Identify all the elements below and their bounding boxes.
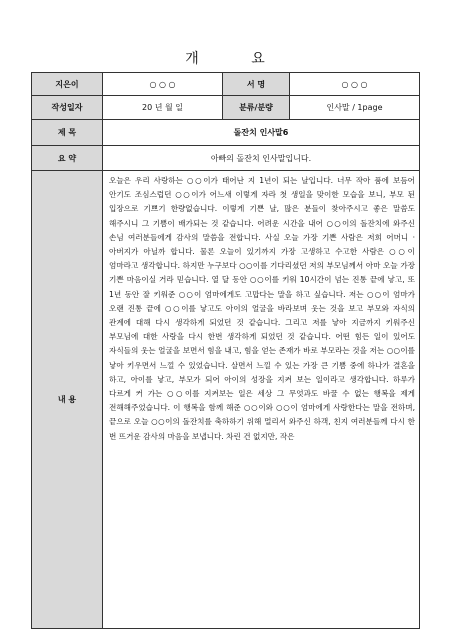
content-text: 오늘은 우리 사랑하는 ○○이가 태어난 지 1년이 되는 날입니다. 너무 작아 품에 보듬어 안기도 조심스럽던 ○○이가 어느새 이렇게 자라 첫 생일을 맞이한 모습을 보니, 부모 된 입장으로 기쁘기 한량없습니다. 이렇게 기쁜 날, 많은 분들이 찾아주시고 좋은 말씀도 해주시니 그 기쁨이 배가되는 것 같습니다. 어려운 시간을 내어 ○○이의 돌잔치에 와주신 손님 여러분들에게 감사의 말씀을 전합니다. 사실 오늘 가장 기쁜 사람은 저희 어머니 · 아버지가 아닐까 합니다. 물론 오늘이 있기까지 가장 고생하고 수고한 사람은 ○○이 엄마라고 생각합니다. 하지만 누구보다 ○○이를 기다리셨던 저의 부모님께서 아마 오늘 가장 기쁜 마음이실 거라 믿습니다. 열 달 동안 ○○이를 키워 10시간이 넘는 진통 끝에 낳고, 또 1년 동안 잘 키워준 ○○이 엄마에게도 고맙다는 말을 하고 싶습니다. 저는 ○○이 엄마가 오랜 진통 끝에 ○○이를 낳고도 아이의 얼굴을 바라보며 웃는 것을 보고 부모와 자식의 관계에 대해 다시 생각하게 되었던 것 같습니다. 그리고 저를 낳아 지금까지 키워주신 부모님에 대한 사랑을 다시 한번 생각하게 되었던 것 같습니다. 어떤 힘든 일이 있어도 자식들의 웃는 얼굴을 보면서 힘을 내고, 힘을 얻는 존재가 바로 부모라는 것을 저는 ○○이를 낳아 키우면서 느낄 수 있었습니다. 살면서 느낄 수 있는 가장 큰 기쁨 중에 하나가 결혼을 하고, 아이를 낳고, 부모가 되어 아이의 성장을 지켜 보는 일이라고 생각합니다. 하루가 다르게 커 가는 ○○이를 지켜보는 일은 세상 그 무엇과도 바꿀 수 없는 행복을 제게 전해해주었습니다. 이 행복을 함께 해준 ○○이와 ○○이 엄마에게 사랑한다는 말을 전하며, 끝으로 오늘 ○○이의 돌잔치를 축하하기 위해 멀리서 와주신 하객, 친지 여러분들께 다시 한 번 뜨거운 감사의 마음을 보냅니다. 차린 건 없지만, 작은 <box>109 176 415 441</box>
row-subject <box>32 120 420 146</box>
author-label: 지은이 <box>32 73 103 96</box>
row-content <box>32 171 420 629</box>
subject-value: 돌잔치 인사말6 <box>103 120 420 146</box>
content-cell <box>103 171 420 629</box>
author-value: ○ ○ ○ <box>103 73 223 96</box>
row-date <box>32 96 420 120</box>
row-summary <box>32 146 420 171</box>
category-value: 인사말 / 1page <box>290 96 420 120</box>
content-label: 내 용 <box>32 171 103 629</box>
subject-label: 제 목 <box>32 120 103 146</box>
form-table <box>31 72 420 629</box>
category-label: 분류/분량 <box>223 96 290 120</box>
date-label: 작성일자 <box>32 96 103 120</box>
signature-label: 서 명 <box>223 73 290 96</box>
summary-value: 아빠의 돌잔치 인사말입니다. <box>103 146 420 171</box>
date-value: 20 년 월 일 <box>103 96 223 120</box>
row-author <box>32 73 420 96</box>
signature-value: ○ ○ ○ <box>290 73 420 96</box>
document-title: 개 요 <box>185 51 289 67</box>
summary-label: 요 약 <box>32 146 103 171</box>
